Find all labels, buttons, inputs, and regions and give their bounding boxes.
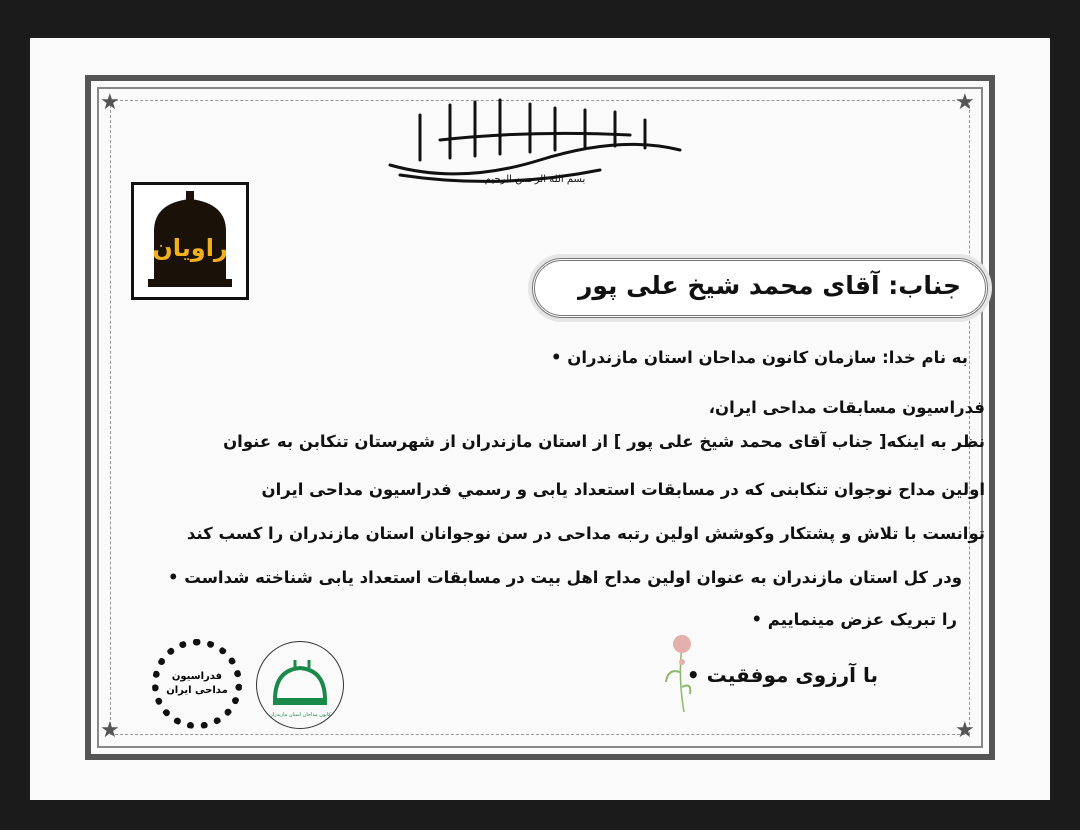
body-line: فدراسیون مسابقات مداحی ایران، [708,398,985,417]
recipient-plaque [532,258,988,318]
basmala-text: بسم الله الرحمن الرحیم [484,174,586,185]
kanoon-seal [256,641,344,729]
corner-star-icon: ★ [955,90,975,115]
body-line: توانست با تلاش و پشتکار وکوشش اولین رتبه مداحی در سن نوجوانان استان مازندران را کسب کند [186,524,985,543]
svg-text:کانون مداحان استان مازندران: کانون مداحان استان مازندران [269,712,331,718]
rose-icon [660,632,696,714]
logo-emblem-icon [142,191,238,291]
recipient-name: جناب: آقای محمد شیخ علی پور [577,271,961,300]
body-line: اولین مداح نوجوان تنکابنی که در مسابقات استعداد یابی و رسمي فدراسیون مداحی ایران [261,480,985,499]
body-line: را تبریک عزض مینماییم • [751,610,957,629]
closing-text: با آرزوی موفقیت • [686,663,878,687]
basmala-calligraphy [380,90,690,190]
corner-star-icon: ★ [955,718,975,743]
corner-star-icon: ★ [100,90,120,115]
raviyan-logo [131,182,249,300]
corner-star-icon: ★ [100,718,120,743]
body-line: نظر به اینکه[ جناب آقای محمد شیخ علی پور ] از استان مازندران از شهرستان تنکابن به عنوان [223,432,985,451]
dome-emblem-icon [265,650,335,720]
federation-seal: فدراسیون مداحی ایران [152,639,242,729]
body-line: به نام خدا: سازمان کانون مداحان استان مازندران • [550,348,968,367]
svg-text:راویان: راویان [152,234,228,262]
body-line: ودر کل استان مازندران به عنوان اولین مداح اهل بیت در مسابقات استعداد یابی شناخته شداست • [167,568,962,587]
